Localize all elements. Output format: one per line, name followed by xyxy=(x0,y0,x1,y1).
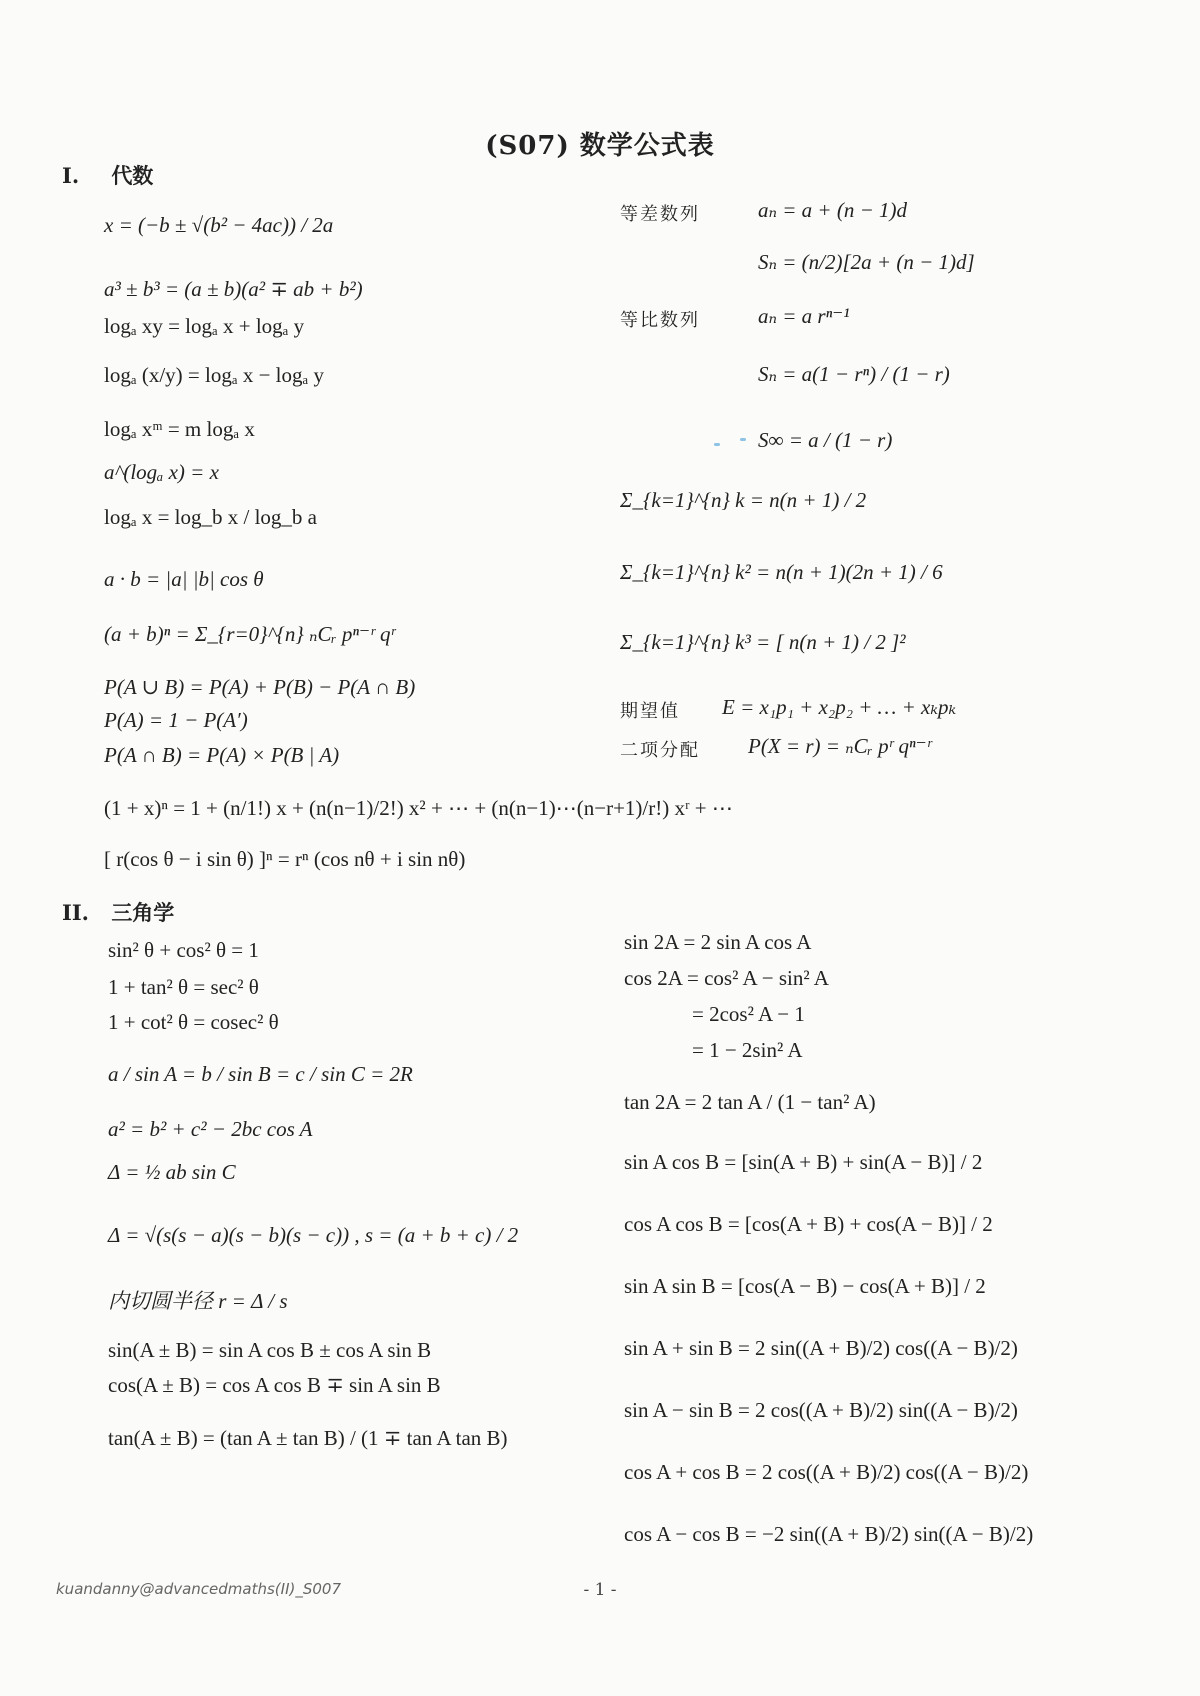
scan-speck xyxy=(714,443,720,446)
formula-geo-nth-term: aₙ = a rⁿ⁻¹ xyxy=(758,304,850,328)
scan-speck xyxy=(740,438,746,441)
formula-product-sin-sin: sin A sin B = [cos(A − B) − cos(A + B)] / 2 xyxy=(624,1274,986,1298)
formula-quadratic: x = (−b ± √(b² − 4ac)) / 2a xyxy=(104,213,334,237)
formula-diff-cos-cos: cos A − cos B = −2 sin((A + B)/2) sin((A − B)/2) xyxy=(624,1522,1034,1546)
section-number: I. xyxy=(62,163,80,188)
label-expected-value: 期望值 xyxy=(620,701,680,722)
label-binomial-distribution: 二项分配 xyxy=(620,740,700,761)
label-geometric-sequence: 等比数列 xyxy=(620,310,700,331)
formula-log-power: logₐ xᵐ = m logₐ x xyxy=(104,417,255,441)
formula-binomial-series: (1 + x)ⁿ = 1 + (n/1!) x + (n(n−1)/2!) x² + ⋯ + (n(n−1)⋯(n−r+1)/r!) xʳ + ⋯ xyxy=(104,796,733,820)
label-arithmetic-sequence: 等差数列 xyxy=(620,204,700,225)
formula-pythagorean-identity: sin² θ + cos² θ = 1 xyxy=(108,938,259,962)
formula-product-cos-cos: cos A cos B = [cos(A + B) + cos(A − B)] / 2 xyxy=(624,1212,993,1236)
section-heading-trigonometry xyxy=(62,897,174,927)
formula-prob-intersection: P(A ∩ B) = P(A) × P(B | A) xyxy=(104,743,340,767)
formula-sine-rule: a / sin A = b / sin B = c / sin C = 2R xyxy=(108,1062,413,1086)
formula-dot-product: a · b = |a| |b| cos θ xyxy=(104,567,264,591)
formula-prob-complement: P(A) = 1 − P(A′) xyxy=(104,708,248,732)
formula-binomial-sum: (a + b)ⁿ = Σ_{r=0}^{n} ₙCᵣ pⁿ⁻ʳ qʳ xyxy=(104,622,396,646)
page-number: - 1 - xyxy=(583,1580,617,1600)
formula-sum-sin-sin: sin A + sin B = 2 sin((A + B)/2) cos((A − B)/2) xyxy=(624,1336,1018,1360)
formula-product-sin-cos: sin A cos B = [sin(A + B) + sin(A − B)] / 2 xyxy=(624,1150,983,1174)
formula-sum-k-squared: Σ_{k=1}^{n} k² = n(n + 1)(2n + 1) / 6 xyxy=(620,560,943,584)
section-label: 代数 xyxy=(111,163,154,188)
formula-cos-double-alt1: = 2cos² A − 1 xyxy=(692,1002,805,1026)
formula-cos-double-alt2: = 1 − 2sin² A xyxy=(692,1038,803,1062)
formula-prob-union: P(A ∪ B) = P(A) + P(B) − P(A ∩ B) xyxy=(104,675,416,699)
formula-diff-sin-sin: sin A − sin B = 2 cos((A + B)/2) sin((A − B)/2) xyxy=(624,1398,1018,1422)
formula-cosine-rule: a² = b² + c² − 2bc cos A xyxy=(108,1117,313,1141)
formula-log-product: logₐ xy = logₐ x + logₐ y xyxy=(104,314,305,338)
formula-cos-compound: cos(A ± B) = cos A cos B ∓ sin A sin B xyxy=(108,1373,441,1397)
footer-author: kuandanny@advancedmaths(II)_S007 xyxy=(56,1580,341,1598)
formula-arith-nth-term: aₙ = a + (n − 1)d xyxy=(758,198,908,222)
formula-sum-k: Σ_{k=1}^{n} k = n(n + 1) / 2 xyxy=(620,488,867,512)
formula-sum-k-cubed: Σ_{k=1}^{n} k³ = [ n(n + 1) / 2 ]² xyxy=(620,630,906,654)
formula-de-moivre: [ r(cos θ − i sin θ) ]ⁿ = rⁿ (cos nθ + i sin nθ) xyxy=(104,847,466,871)
formula-cos-double: cos 2A = cos² A − sin² A xyxy=(624,966,829,990)
section-heading-algebra xyxy=(62,160,153,190)
formula-binomial-distribution: P(X = r) = ₙCᵣ pʳ qⁿ⁻ʳ xyxy=(748,734,932,758)
formula-sum-cos-cos: cos A + cos B = 2 cos((A + B)/2) cos((A − B)/2) xyxy=(624,1460,1029,1484)
formula-log-inverse: a^(logₐ x) = x xyxy=(104,460,219,484)
formula-sin-double: sin 2A = 2 sin A cos A xyxy=(624,930,812,954)
formula-change-of-base: logₐ x = log_b x / log_b a xyxy=(104,505,317,529)
formula-sin-compound: sin(A ± B) = sin A cos B ± cos A sin B xyxy=(108,1338,432,1362)
formula-arith-sum: Sₙ = (n/2)[2a + (n − 1)d] xyxy=(758,250,975,274)
formula-inradius: 内切圆半径 r = Δ / s xyxy=(108,1289,288,1313)
formula-tan-compound: tan(A ± B) = (tan A ± tan B) / (1 ∓ tan A tan B) xyxy=(108,1426,508,1450)
section-label: 三角学 xyxy=(111,900,175,925)
formula-expected-value: E = x₁p₁ + x₂p₂ + … + xₖpₖ xyxy=(722,695,957,719)
formula-triangle-area: Δ = ½ ab sin C xyxy=(108,1160,236,1184)
formula-geo-sum: Sₙ = a(1 − rⁿ) / (1 − r) xyxy=(758,362,950,386)
formula-sum-of-cubes: a³ ± b³ = (a ± b)(a² ∓ ab + b²) xyxy=(104,277,363,301)
section-number: II. xyxy=(62,900,89,925)
formula-tan-double: tan 2A = 2 tan A / (1 − tan² A) xyxy=(624,1090,876,1114)
page-title: (S07) 数学公式表 xyxy=(485,131,715,161)
formula-geo-sum-infinity: S∞ = a / (1 − r) xyxy=(758,428,893,452)
formula-log-quotient: logₐ (x/y) = logₐ x − logₐ y xyxy=(104,363,324,387)
formula-cot-cosec-identity: 1 + cot² θ = cosec² θ xyxy=(108,1010,279,1034)
formula-heron: Δ = √(s(s − a)(s − b)(s − c)) , s = (a + b + c) / 2 xyxy=(108,1223,519,1247)
formula-tan-sec-identity: 1 + tan² θ = sec² θ xyxy=(108,975,259,999)
